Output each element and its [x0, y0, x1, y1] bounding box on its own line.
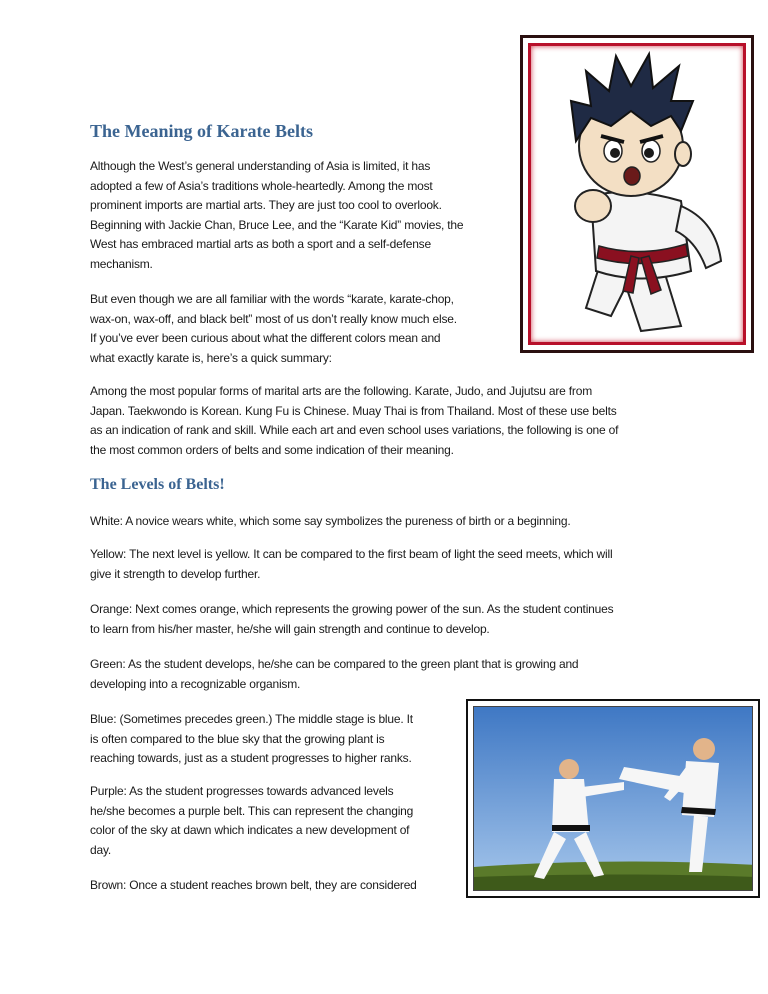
text-line: Purple: As the student progresses towards advanced levels: [90, 784, 394, 798]
belt-orange-paragraph: [90, 600, 690, 639]
belt-green-paragraph: [90, 655, 690, 694]
text-line: Brown: Once a student reaches brown belt, they are considered: [90, 878, 417, 892]
text-line: Among the most popular forms of marital arts are the following. Karate, Judo, and Jujutsu are from: [90, 384, 592, 398]
intro-paragraph: [90, 157, 510, 274]
text-line: to learn from his/her master, he/she will gain strength and continue to develop.: [90, 621, 490, 636]
text-line: he/she becomes a purple belt. This can represent the changing: [90, 803, 414, 818]
text-line: as an indication of rank and skill. While each art and even school uses variations, the following is one of: [90, 423, 619, 437]
text-line: the most common orders of belts and some indication of their meaning.: [90, 442, 454, 457]
sparring-photo-frame: [466, 699, 760, 898]
text-line: Japan. Taekwondo is Korean. Kung Fu is Chinese. Muay Thai is from Thailand. Most of these use belts: [90, 403, 617, 418]
cartoon-frame: [520, 35, 754, 353]
text-line: Green: As the student develops, he/she can be compared to the green plant that is growing and: [90, 657, 579, 671]
forms-paragraph: [90, 382, 690, 460]
belt-yellow-paragraph: [90, 545, 690, 584]
text-line: mechanism.: [90, 256, 153, 271]
belt-blue-paragraph: [90, 710, 460, 769]
cartoon-illustration: [528, 43, 746, 345]
belt-purple-paragraph: [90, 782, 460, 860]
belt-white-paragraph: [90, 512, 690, 532]
text-line: West has embraced martial arts as both a sport and a self-defense: [90, 237, 431, 251]
text-line: Yellow: The next level is yellow. It can be compared to the first beam of light the seed meets, which will: [90, 547, 613, 561]
text-line: color of the sky at dawn which indicates a new development of: [90, 823, 410, 837]
page-title: The Meaning of Karate Belts: [90, 121, 313, 141]
belt-brown-paragraph: [90, 876, 460, 896]
sparring-photo: [473, 706, 753, 891]
text-line: reaching towards, just as a student progresses to higher ranks.: [90, 751, 412, 765]
text-line: prominent imports are martial arts. They are just too cool to overlook.: [90, 198, 442, 212]
text-line: what exactly karate is, here’s a quick summary:: [90, 350, 332, 365]
sparring-photo-image: [474, 707, 753, 891]
text-line: Beginning with Jackie Chan, Bruce Lee, and the “Karate Kid” movies, the: [90, 217, 464, 232]
text-line: adopted a few of Asia’s traditions whole-heartedly. Among the most: [90, 178, 433, 193]
text-line: Orange: Next comes orange, which represents the growing power of the sun. As the student continues: [90, 602, 614, 616]
text-line: wax-on, wax-off, and black belt” most of us don’t really know much else.: [90, 311, 457, 326]
text-line: White: A novice wears white, which some say symbolizes the pureness of birth or a beginning.: [90, 514, 571, 528]
section-heading: The Levels of Belts!: [90, 476, 225, 493]
text-line: day.: [90, 842, 111, 857]
text-line: Blue: (Sometimes precedes green.) The middle stage is blue. It: [90, 712, 413, 726]
text-line: developing into a recognizable organism.: [90, 676, 301, 691]
text-line: Although the West’s general understanding of Asia is limited, it has: [90, 159, 431, 173]
text-line: is often compared to the blue sky that the growing plant is: [90, 731, 385, 746]
text-line: If you’ve ever been curious about what the different colors mean and: [90, 331, 441, 345]
text-line: give it strength to develop further.: [90, 566, 261, 581]
karate-kid-cartoon: [531, 46, 743, 342]
text-line: But even though we are all familiar with the words “karate, karate-chop,: [90, 292, 454, 306]
familiar-paragraph: [90, 290, 510, 368]
